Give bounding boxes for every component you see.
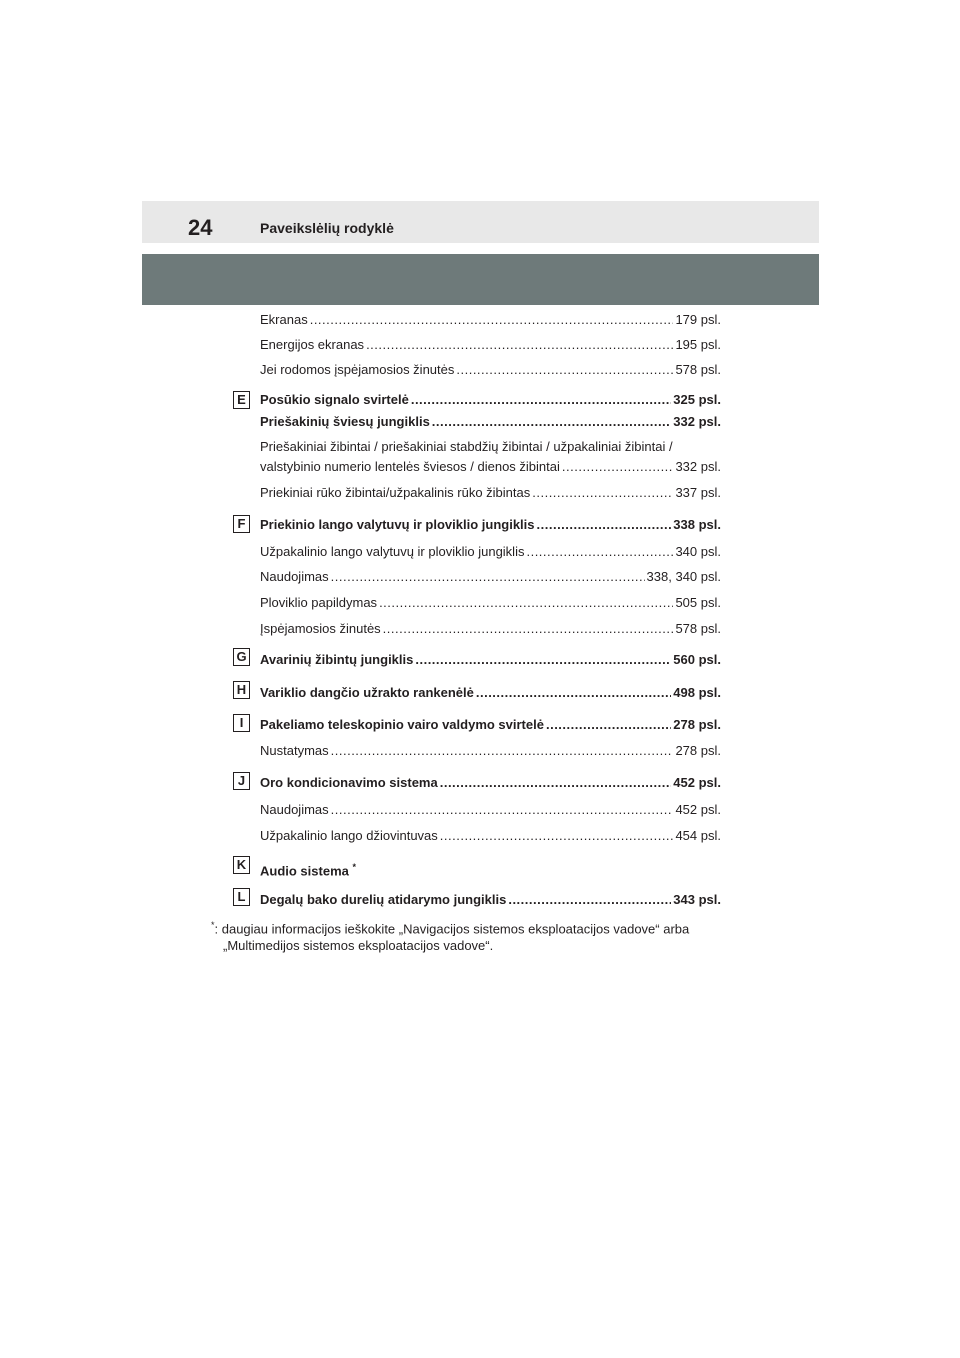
index-entry: valstybinio numerio lentelės šviesos / dienos žibintai ..... 332 psl. xyxy=(260,458,721,476)
index-entry: Priekinio lango valytuvų ir ploviklio jungiklis ..... 338 psl. xyxy=(260,516,721,534)
index-entry: Ekranas ..... 179 psl. xyxy=(260,311,721,329)
footnote-line: „Multimedijos sistemos eksploatacijos vadove“. xyxy=(223,938,494,953)
footnote: *: daugiau informacijos ieškokite „Navigacijos sistemos eksploatacijos vadove“ arba xyxy=(211,920,690,937)
section-letter-g: G xyxy=(233,648,250,666)
index-entry: Ploviklio papildymas ..... 505 psl. xyxy=(260,594,721,612)
index-entry: Variklio dangčio užrakto rankenėlė ..... 498 psl. xyxy=(260,684,721,702)
section-letter-i: I xyxy=(233,714,250,732)
index-entry: Oro kondicionavimo sistema ..... 452 psl. xyxy=(260,774,721,792)
footnote-mark: * xyxy=(211,920,215,930)
index-entry: Posūkio signalo svirtelė ..... 325 psl. xyxy=(260,391,721,409)
index-entry-line: Priešakiniai žibintai / priešakiniai stabdžių žibintai / užpakaliniai žibintai / xyxy=(260,439,673,454)
index-entry: Pakeliamo teleskopinio vairo valdymo svirtelė ..... 278 psl. xyxy=(260,716,721,734)
index-entry: Naudojimas ..... 452 psl. xyxy=(260,801,721,819)
index-entry: Naudojimas ..... 338, 340 psl. xyxy=(260,568,721,586)
section-letter-l: L xyxy=(233,888,250,906)
section-letter-f: F xyxy=(233,515,250,533)
page-number: 24 xyxy=(188,215,213,240)
index-entry: Įspėjamosios žinutės ..... 578 psl. xyxy=(260,620,721,638)
index-entry: Priešakinių šviesų jungiklis ..... 332 psl. xyxy=(260,413,721,431)
section-letter-j: J xyxy=(233,772,250,790)
section-band xyxy=(142,254,819,305)
footnote-mark: * xyxy=(352,862,356,872)
index-entry: Priekiniai rūko žibintai/užpakalinis rūko žibintas ..... 337 psl. xyxy=(260,484,721,502)
section-letter-h: H xyxy=(233,681,250,699)
index-entry: Energijos ekranas ..... 195 psl. xyxy=(260,336,721,354)
index-entry: Nustatymas ..... 278 psl. xyxy=(260,742,721,760)
index-entry: Audio sistema * xyxy=(260,862,356,879)
index-entry: Degalų bako durelių atidarymo jungiklis ..... 343 psl. xyxy=(260,891,721,909)
index-entry: Jei rodomos įspėjamosios žinutės ..... 578 psl. xyxy=(260,361,721,379)
page-title: Paveikslėlių rodyklė xyxy=(260,220,394,236)
index-entry: Užpakalinio lango valytuvų ir ploviklio jungiklis ..... 340 psl. xyxy=(260,543,721,561)
section-letter-k: K xyxy=(233,856,250,874)
index-entry: Avarinių žibintų jungiklis ..... 560 psl. xyxy=(260,651,721,669)
page-header xyxy=(142,201,819,243)
index-entry: Užpakalinio lango džiovintuvas ..... 454 psl. xyxy=(260,827,721,845)
section-letter-e: E xyxy=(233,391,250,409)
